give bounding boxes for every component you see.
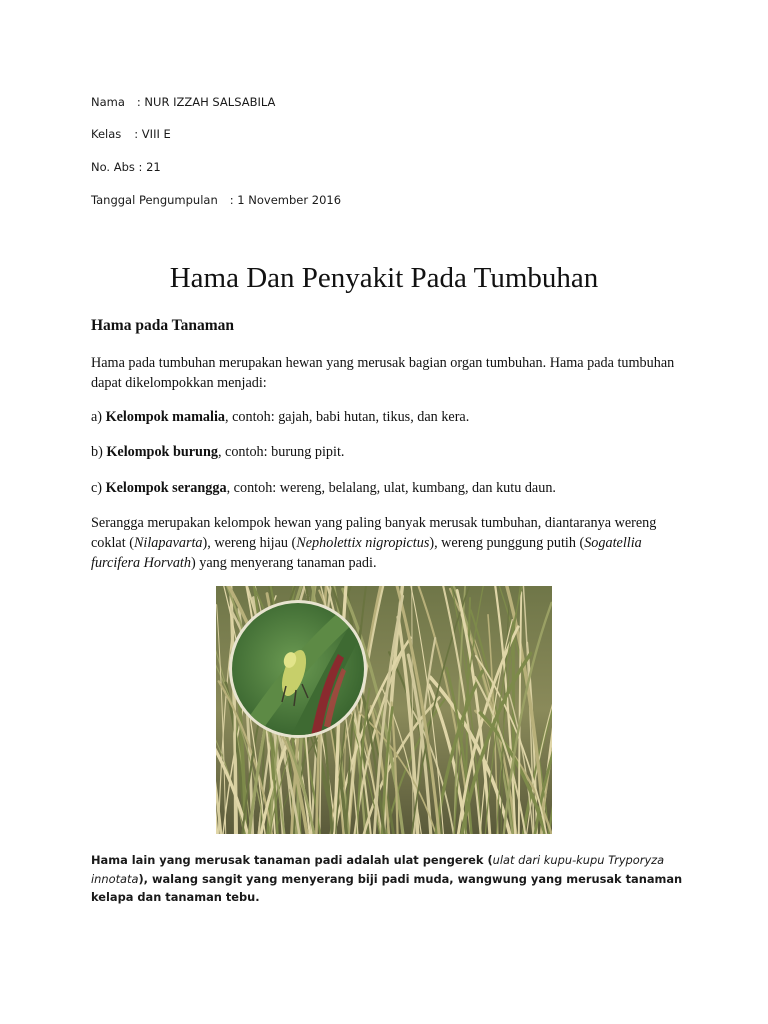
noabs-line: No. Abs : 21 xyxy=(91,160,161,174)
insects-text: ) yang menyerang tanaman padi. xyxy=(190,555,377,571)
tanggal-line xyxy=(91,193,341,207)
kelas-value: : VIII E xyxy=(134,127,171,141)
group-item xyxy=(91,478,681,498)
tanggal-label: Tanggal Pengumpulan xyxy=(91,193,218,207)
group-examples: , contoh: gajah, babi hutan, tikus, dan kera. xyxy=(225,409,470,425)
species-name: Nepholettix nigropictus xyxy=(296,535,430,551)
nama-value: : NUR IZZAH SALSABILA xyxy=(136,95,276,109)
group-marker: c) xyxy=(91,480,103,496)
group-name: Kelompok burung xyxy=(106,444,218,460)
nama-line xyxy=(91,95,275,109)
species-name: Nilapavarta xyxy=(133,535,203,551)
group-marker: a) xyxy=(91,409,103,425)
intro-paragraph: Hama pada tumbuhan merupakan hewan yang merusak bagian organ tumbuhan. Hama pada tumbuhan dapat dikelompokkan menjadi: xyxy=(91,355,675,391)
document-title: Hama Dan Penyakit Pada Tumbuhan xyxy=(169,262,599,294)
nama-label: Nama xyxy=(91,95,125,109)
rice-pest-photo xyxy=(216,586,552,834)
kelas-label: Kelas xyxy=(91,127,122,141)
group-examples: , contoh: wereng, belalang, ulat, kumbang, dan kutu daun. xyxy=(226,480,556,496)
caption-text: Hama lain yang merusak tanaman padi adalah ulat pengerek ( xyxy=(91,853,493,867)
rice-field-illustration xyxy=(216,586,552,834)
group-item xyxy=(91,442,681,462)
insects-text: ), wereng punggung putih ( xyxy=(429,535,585,551)
group-marker: b) xyxy=(91,444,103,460)
group-name: Kelompok mamalia xyxy=(105,409,225,425)
kelas-line xyxy=(91,127,171,141)
species-name: Sogatellia furcifera Horvath xyxy=(91,535,642,571)
group-examples: , contoh: burung pipit. xyxy=(217,444,345,460)
group-name: Kelompok serangga xyxy=(105,480,227,496)
caption-text: ), walang sangit yang menyerang biji padi muda, wangwung yang merusak tanaman kelapa dan tanaman tebu. xyxy=(91,871,683,904)
tanggal-value: : 1 November 2016 xyxy=(229,193,342,207)
insects-paragraph xyxy=(91,513,681,573)
group-item xyxy=(91,407,681,427)
caption-species: ulat dari kupu-kupu Tryporyza innotata xyxy=(91,853,665,886)
caption-paragraph xyxy=(91,851,691,907)
insects-text: Serangga merupakan kelompok hewan yang paling banyak merusak tumbuhan, diantaranya wereng coklat ( xyxy=(91,515,657,551)
section-heading: Hama pada Tanaman xyxy=(91,317,234,334)
insects-text: ), wereng hijau ( xyxy=(202,535,297,551)
